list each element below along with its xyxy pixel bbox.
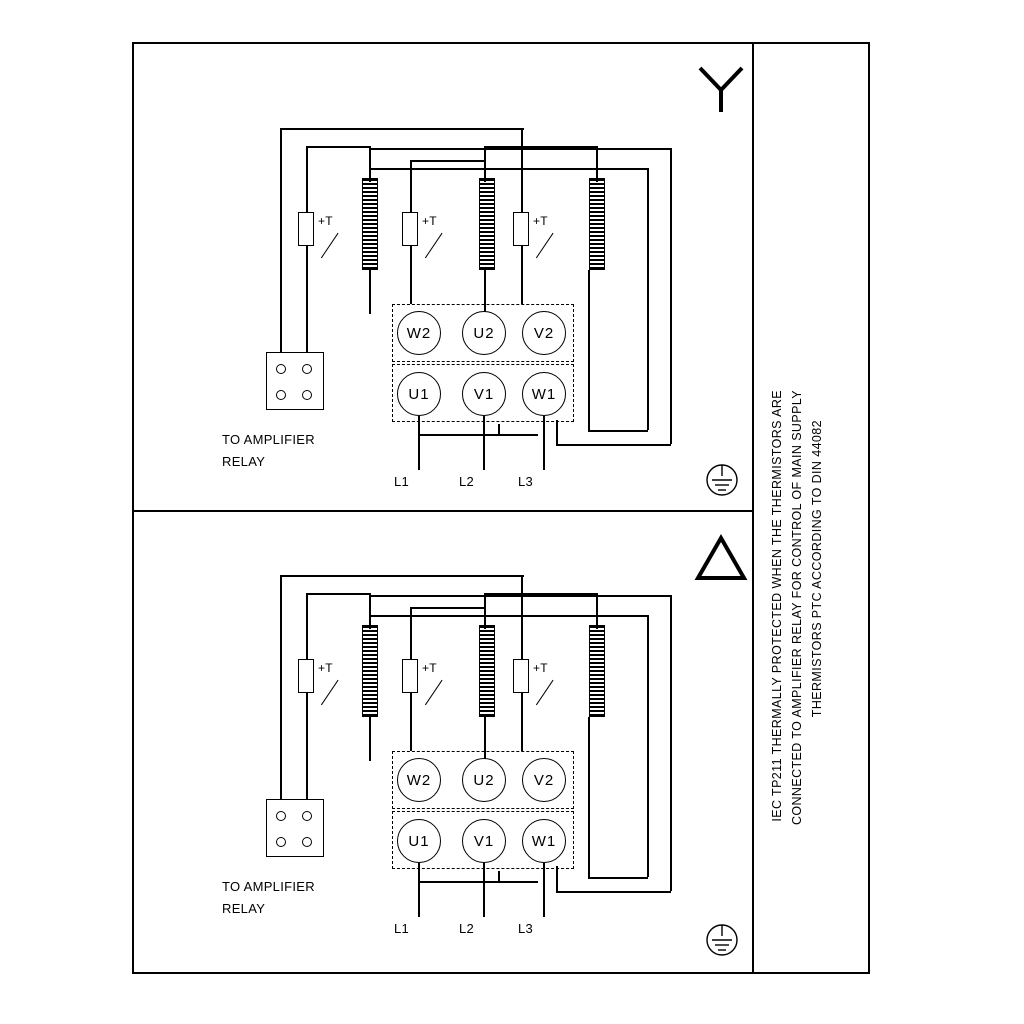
supply-label-l1: L1 bbox=[394, 921, 410, 936]
thermistor-wire bbox=[410, 693, 412, 751]
amplifier-label-line1: TO AMPLIFIER bbox=[222, 879, 315, 894]
earth-ground-icon-2 bbox=[700, 922, 744, 962]
supply-loop-wire bbox=[369, 595, 671, 597]
connector-pin bbox=[302, 811, 312, 821]
delta-icon bbox=[694, 534, 748, 584]
supply-loop-wire bbox=[556, 866, 558, 892]
thermistor-wire bbox=[521, 128, 523, 162]
supply-loop-wire bbox=[369, 168, 371, 182]
terminal-w2: W2 bbox=[397, 311, 441, 355]
connector-pin bbox=[302, 390, 312, 400]
supply-label-l2: L2 bbox=[459, 474, 475, 489]
thermistor-wire bbox=[306, 593, 308, 659]
supply-loop-wire bbox=[647, 168, 649, 430]
amplifier-connector bbox=[266, 352, 324, 410]
supply-loop-wire bbox=[556, 444, 671, 446]
thermistor-wire bbox=[410, 246, 412, 304]
supply-loop-wire bbox=[369, 270, 371, 314]
thermistor-wire bbox=[484, 146, 486, 182]
terminal-v2: V2 bbox=[522, 758, 566, 802]
supply-loop-wire bbox=[556, 891, 671, 893]
connector-pin bbox=[276, 837, 286, 847]
supply-link-wire bbox=[498, 871, 500, 883]
thermistor-wire bbox=[521, 246, 523, 304]
wye-icon bbox=[694, 62, 748, 116]
supply-label-l3: L3 bbox=[518, 474, 534, 489]
supply-loop-wire bbox=[369, 615, 648, 617]
thermistor-wire bbox=[306, 246, 308, 364]
terminal-u2: U2 bbox=[462, 758, 506, 802]
thermistor-wire bbox=[306, 693, 308, 811]
supply-loop-wire bbox=[670, 595, 672, 891]
thermistor-wire bbox=[306, 146, 370, 148]
supply-line-l3 bbox=[543, 863, 545, 917]
terminal-v1: V1 bbox=[462, 372, 506, 416]
supply-loop-wire bbox=[670, 148, 672, 444]
connector-pin bbox=[276, 364, 286, 374]
winding-coil bbox=[362, 625, 378, 717]
winding-coil bbox=[479, 625, 495, 717]
thermistor-wire bbox=[410, 160, 484, 162]
supply-loop-wire bbox=[588, 877, 648, 879]
thermistor-wire bbox=[410, 607, 484, 609]
terminal-u2: U2 bbox=[462, 311, 506, 355]
supply-loop-wire bbox=[588, 717, 590, 877]
thermistor-label: +T bbox=[533, 214, 548, 228]
supply-line-l1 bbox=[418, 416, 420, 470]
ptc-thermistor bbox=[513, 212, 529, 246]
connector-pin bbox=[302, 364, 312, 374]
supply-loop-wire bbox=[369, 615, 371, 629]
ptc-thermistor bbox=[402, 659, 418, 693]
winding-coil bbox=[589, 178, 605, 270]
thermistor-wire bbox=[306, 146, 308, 212]
terminal-w1: W1 bbox=[522, 819, 566, 863]
thermistor-wire bbox=[596, 146, 598, 182]
supply-line-l3 bbox=[543, 416, 545, 470]
amplifier-label-line1: TO AMPLIFIER bbox=[222, 432, 315, 447]
supply-line-l2 bbox=[483, 416, 485, 470]
thermistor-wire bbox=[484, 593, 486, 629]
supply-label-l1: L1 bbox=[394, 474, 410, 489]
thermistor-wire bbox=[521, 575, 523, 609]
thermistor-label: +T bbox=[422, 661, 437, 675]
thermistor-wire bbox=[306, 593, 370, 595]
note-column-divider bbox=[752, 42, 754, 974]
supply-loop-wire bbox=[369, 717, 371, 761]
ptc-thermistor bbox=[298, 659, 314, 693]
supply-loop-wire bbox=[556, 420, 558, 444]
ptc-thermistor bbox=[513, 659, 529, 693]
thermistor-wire bbox=[521, 693, 523, 751]
thermistor-wire bbox=[596, 593, 598, 629]
amplifier-connector bbox=[266, 799, 324, 857]
terminal-w2: W2 bbox=[397, 758, 441, 802]
thermistor-wire bbox=[280, 575, 524, 577]
thermistor-label: +T bbox=[533, 661, 548, 675]
winding-coil bbox=[479, 178, 495, 270]
terminal-u1: U1 bbox=[397, 372, 441, 416]
supply-loop-wire bbox=[369, 168, 648, 170]
note-line-1: IEC TP211 THERMALLY PROTECTED WHEN THE THERMISTORS ARE bbox=[770, 390, 784, 822]
thermistor-wire bbox=[280, 128, 282, 360]
supply-label-l2: L2 bbox=[459, 921, 475, 936]
terminal-u1: U1 bbox=[397, 819, 441, 863]
supply-loop-wire bbox=[647, 615, 649, 877]
supply-link-wire bbox=[498, 424, 500, 436]
thermistor-wire bbox=[280, 128, 524, 130]
supply-loop-wire bbox=[588, 270, 590, 430]
connector-pin bbox=[302, 837, 312, 847]
thermistor-label: +T bbox=[422, 214, 437, 228]
terminal-v1: V1 bbox=[462, 819, 506, 863]
earth-ground-icon-1 bbox=[700, 462, 744, 502]
connector-pin bbox=[276, 811, 286, 821]
supply-loop-wire bbox=[588, 430, 648, 432]
ptc-thermistor bbox=[402, 212, 418, 246]
thermistor-label: +T bbox=[318, 661, 333, 675]
winding-coil bbox=[589, 625, 605, 717]
supply-line-l1 bbox=[418, 863, 420, 917]
amplifier-label-line2: RELAY bbox=[222, 901, 266, 916]
ptc-thermistor bbox=[298, 212, 314, 246]
terminal-v2: V2 bbox=[522, 311, 566, 355]
thermistor-wire bbox=[280, 575, 282, 807]
note-line-2: CONNECTED TO AMPLIFIER RELAY FOR CONTROL OF MAIN SUPPLY bbox=[790, 390, 804, 826]
supply-line-l2 bbox=[483, 863, 485, 917]
supply-link-wire bbox=[418, 434, 538, 436]
amplifier-label-line2: RELAY bbox=[222, 454, 266, 469]
panel-divider bbox=[132, 510, 752, 512]
supply-link-wire bbox=[418, 881, 538, 883]
thermistor-label: +T bbox=[318, 214, 333, 228]
supply-loop-wire bbox=[369, 148, 671, 150]
terminal-w1: W1 bbox=[522, 372, 566, 416]
supply-label-l3: L3 bbox=[518, 921, 534, 936]
connector-pin bbox=[276, 390, 286, 400]
winding-coil bbox=[362, 178, 378, 270]
note-line-3: THERMISTORS PTC ACCORDING TO DIN 44082 bbox=[810, 420, 824, 718]
